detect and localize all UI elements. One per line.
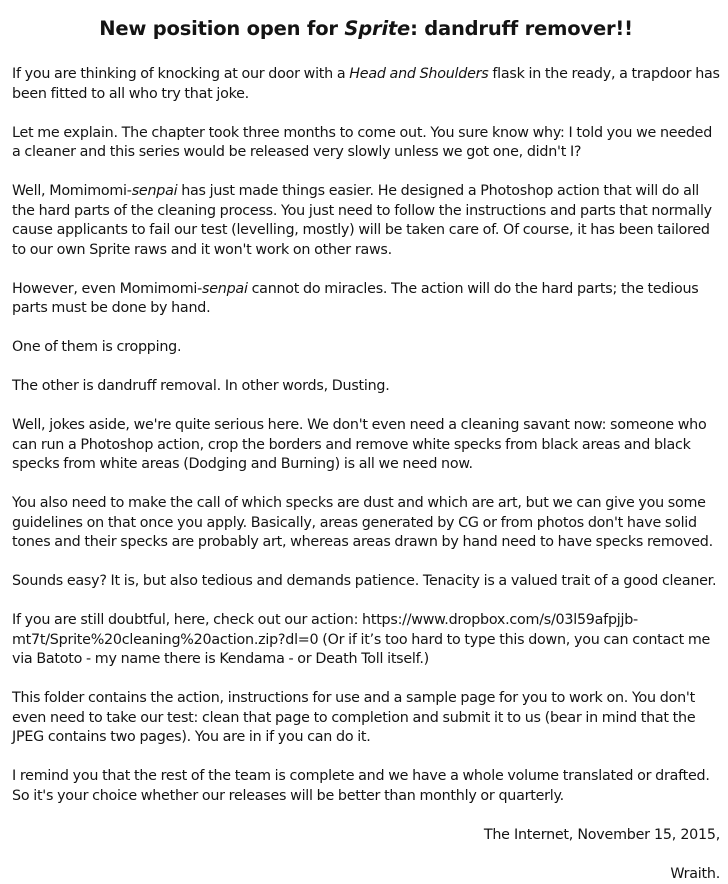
paragraph-dusting: The other is dandruff removal. In other words, Dusting. (12, 377, 720, 397)
paragraph-emphasis: senpai (202, 281, 248, 297)
paragraph-specks: You also need to make the call of which specks are dust and which are art, but we can give you some guidelines on that once you apply. Basically, areas generated by CG or from photos don't have solid tones and their specks are probably art, whereas areas drawn by hand need to have specks removed. (12, 494, 720, 553)
paragraph-folder-contents: This folder contains the action, instructions for use and a sample page for you to work on. You don't even need to take our test: clean that page to completion and submit it to us (bear in mind that the JPEG contains two pages). You are in if you can do it. (12, 689, 720, 748)
title-suffix: : dandruff remover!! (410, 17, 633, 40)
signoff-place-date: The Internet, November 15, 2015, (12, 826, 720, 846)
title-emphasis: Sprite (344, 17, 410, 40)
paragraph-action-link: If you are still doubtful, here, check out our action: https://www.dropbox.com/s/03l59afpjjb-mt7t/Sprite%20cleaning%20action.zip?dl=0 (Or if it’s too hard to type this down, you can contact me via Batoto - my name there is Kendama - or Death Toll itself.) (12, 611, 720, 670)
paragraph-miracles (12, 280, 720, 319)
paragraph-trapdoor (12, 65, 720, 104)
paragraph-requirements: Well, jokes aside, we're quite serious here. We don't even need a cleaning savant now: someone who can run a Photoshop action, crop the borders and remove white specks from black areas and black specks from white areas (Dodging and Burning) is all we need now. (12, 416, 720, 475)
paragraph-sounds-easy: Sounds easy? It is, but also tedious and demands patience. Tenacity is a valued trait of a good cleaner. (12, 572, 720, 592)
paragraph-photoshop-action (12, 182, 720, 260)
paragraph-emphasis: Head and Shoulders (349, 66, 488, 82)
paragraph-cropping: One of them is cropping. (12, 338, 720, 358)
paragraph-text: flask in the ready, a trapdoor has been fitted to all who try that joke. (12, 66, 720, 102)
paragraph-explain: Let me explain. The chapter took three months to come out. You sure know why: I told you we needed a cleaner and this series would be released very slowly unless we got one, didn't I? (12, 124, 720, 163)
page-title (12, 14, 720, 44)
paragraph-text: However, even Momimomi- (12, 281, 202, 297)
paragraph-text: cannot do miracles. The action will do the hard parts; the tedious parts must be done by hand. (12, 281, 699, 317)
signoff-signature: Wraith. (12, 865, 720, 884)
paragraph-text: If you are thinking of knocking at our door with a (12, 66, 349, 82)
paragraph-text: has just made things easier. He designed a Photoshop action that will do all the hard parts of the cleaning process. You just need to follow the instructions and parts that normally cause applicants to fail our test (levelling, mostly) will be taken care of. Of course, it has been tailored to our own Sprite raws and it won't work on other raws. (12, 183, 712, 258)
paragraph-text: Well, Momimomi- (12, 183, 132, 199)
paragraph-emphasis: senpai (132, 183, 178, 199)
paragraph-reminder: I remind you that the rest of the team is complete and we have a whole volume translated or drafted. So it's your choice whether our releases will be better than monthly or quarterly. (12, 767, 720, 806)
title-prefix: New position open for (99, 17, 344, 40)
